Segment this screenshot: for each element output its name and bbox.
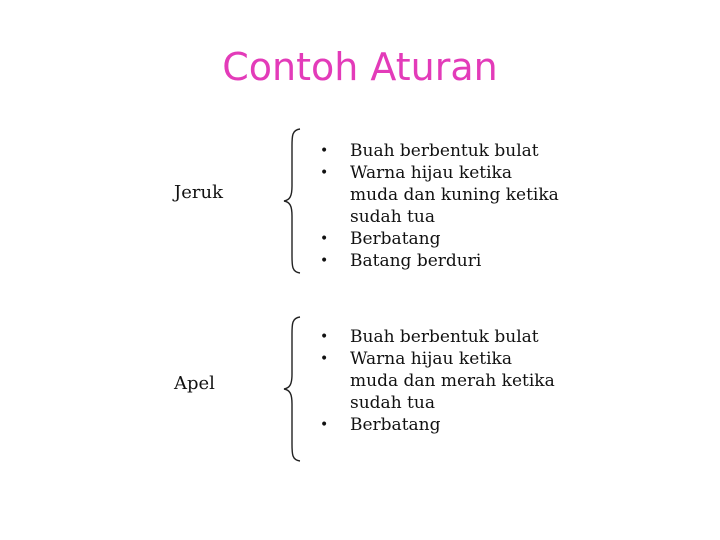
list-item xyxy=(316,414,560,436)
category-label-apel: Apel xyxy=(174,373,215,394)
brace-apel xyxy=(282,316,304,462)
item-text: Warna hijau ketika muda dan merah ketika sudah tua xyxy=(350,349,555,413)
list-item xyxy=(316,348,560,414)
bullet-icon: • xyxy=(320,165,329,181)
list-item xyxy=(316,162,560,228)
list-item xyxy=(316,140,560,162)
list-item xyxy=(316,326,560,348)
item-text: Berbatang xyxy=(350,415,441,435)
item-list-apel xyxy=(316,326,560,436)
list-item xyxy=(316,250,560,272)
item-text: Buah berbentuk bulat xyxy=(350,141,539,161)
item-list-jeruk xyxy=(316,140,560,272)
slide-title: Contoh Aturan xyxy=(222,45,498,89)
item-text: Batang berduri xyxy=(350,251,482,271)
item-text: Warna hijau ketika muda dan kuning ketika sudah tua xyxy=(350,163,559,227)
brace-jeruk xyxy=(282,128,304,274)
item-text: Berbatang xyxy=(350,229,441,249)
bullet-icon: • xyxy=(320,253,329,269)
bullet-icon: • xyxy=(320,417,329,433)
list-item xyxy=(316,228,560,250)
bullet-icon: • xyxy=(320,329,329,345)
bullet-icon: • xyxy=(320,231,329,247)
bullet-icon: • xyxy=(320,143,329,159)
bullet-icon: • xyxy=(320,351,329,367)
item-text: Buah berbentuk bulat xyxy=(350,327,539,347)
category-label-jeruk: Jeruk xyxy=(174,182,223,203)
